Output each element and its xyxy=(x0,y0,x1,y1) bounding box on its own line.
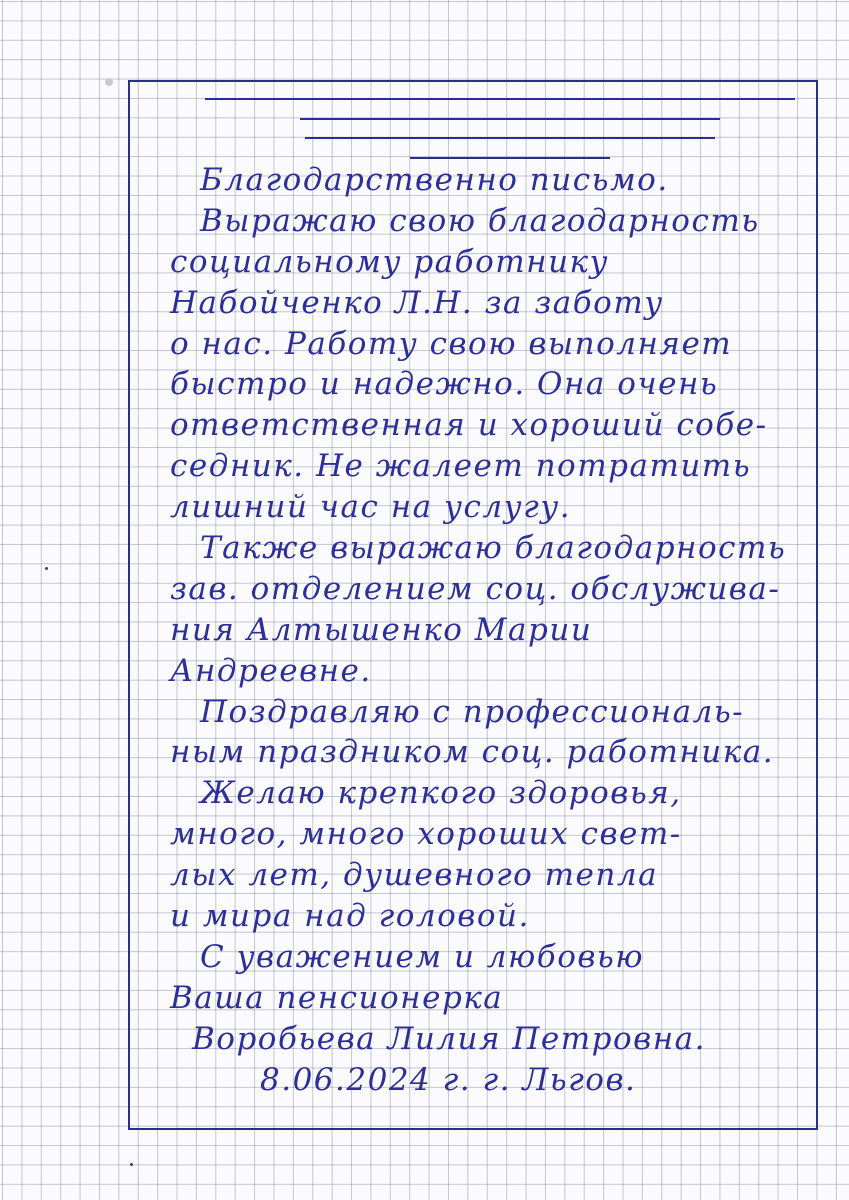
letter-line: Также выражаю благодарность xyxy=(200,530,787,567)
header-rule-2 xyxy=(300,118,720,120)
header-rule-4 xyxy=(410,157,610,159)
letter-signature: Воробьева Лилия Петровна. xyxy=(192,1020,706,1057)
header-rule-3 xyxy=(305,137,715,139)
letter-line: и мира над головой. xyxy=(170,898,530,935)
letter-line: седник. Не жалеет потратить xyxy=(170,448,752,485)
letter-line: Андреевне. xyxy=(170,652,372,689)
letter-line: ния Алтышенко Марии xyxy=(170,611,593,648)
letter-line: о нас. Работу свою выполняет xyxy=(170,325,733,362)
letter-line: С уважением и любовью xyxy=(200,938,645,975)
margin-dot xyxy=(130,1163,133,1166)
handwritten-letter xyxy=(170,160,815,1100)
letter-line: много, много хороших свет- xyxy=(170,816,682,853)
letter-line: социальному работнику xyxy=(170,243,610,280)
letter-line: лишний час на услугу. xyxy=(170,489,572,526)
letter-line: ответственная и хороший собе- xyxy=(170,407,768,444)
letter-title: Благодарственно письмо. xyxy=(200,162,669,198)
margin-dot xyxy=(45,567,48,570)
letter-line: Ваша пенсионерка xyxy=(170,979,504,1016)
letter-line: Желаю крепкого здоровья, xyxy=(200,775,682,812)
header-rule-1 xyxy=(205,98,795,100)
letter-line: Выражаю свою благодарность xyxy=(200,202,760,239)
letter-line: быстро и надежно. Она очень xyxy=(170,366,719,403)
letter-line: лых лет, душевного тепла xyxy=(170,857,659,894)
letter-date-place: 8.06.2024 г. г. Льгов. xyxy=(260,1061,637,1098)
binder-hole xyxy=(105,78,113,86)
letter-line: зав. отделением соц. обслужива- xyxy=(170,570,781,607)
letter-line: Набойченко Л.Н. за заботу xyxy=(170,284,664,321)
letter-line: Поздравляю с профессиональ- xyxy=(200,693,745,730)
letter-line: ным праздником соц. работника. xyxy=(170,734,775,771)
